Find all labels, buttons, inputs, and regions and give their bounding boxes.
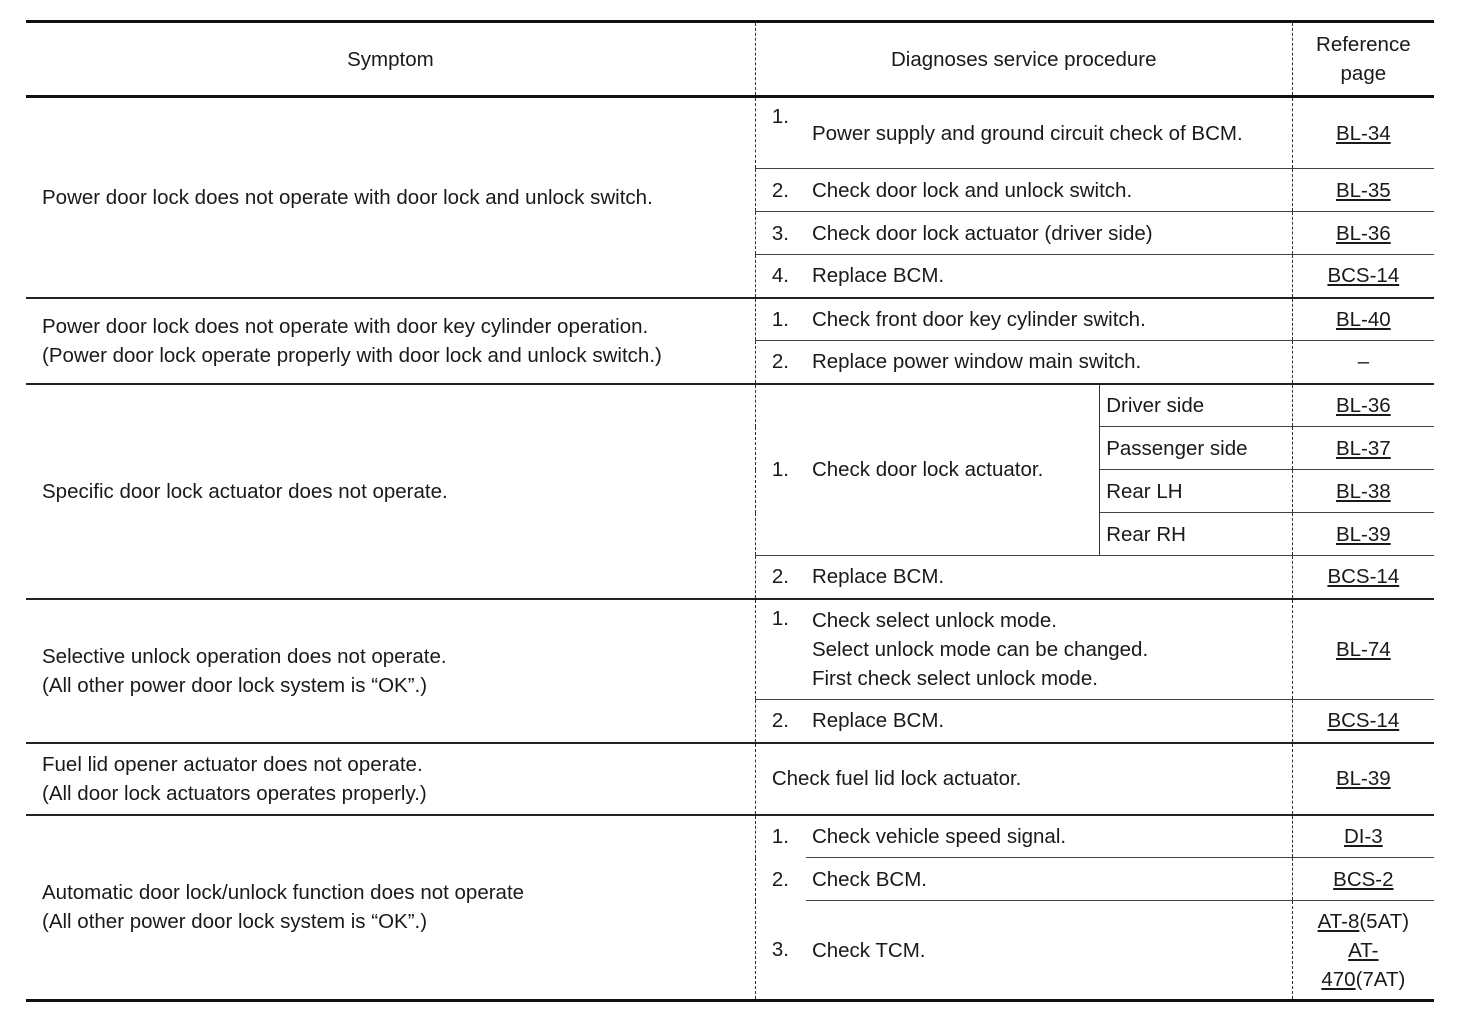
ref-link[interactable] <box>1292 212 1434 255</box>
header-reference: Reference page <box>1292 22 1434 97</box>
step-text: Replace BCM. <box>811 264 945 288</box>
ref-link-text[interactable]: DI-3 <box>1343 824 1383 848</box>
step-text: Check door lock and unlock switch. <box>811 178 1133 202</box>
sub-label: Passenger side <box>1100 427 1292 470</box>
step-text: Check front door key cylinder switch. <box>811 307 1146 331</box>
diagnosis-table <box>26 20 1434 1002</box>
step-number: 2. <box>771 867 789 891</box>
step-number: 3. <box>771 221 789 245</box>
ref-link-text[interactable]: AT-8 <box>1317 909 1360 933</box>
step-text: Check TCM. <box>806 901 1292 1001</box>
ref-link-text[interactable]: BCS-14 <box>1327 264 1400 288</box>
sub-label: Rear RH <box>1100 513 1292 556</box>
step-text: Check door lock actuator. <box>811 458 1044 482</box>
ref-link-text[interactable]: BL-34 <box>1335 121 1391 145</box>
ref-link-text[interactable]: BL-38 <box>1335 479 1391 503</box>
ref-link[interactable] <box>1292 427 1434 470</box>
ref-link[interactable] <box>1292 743 1434 815</box>
ref-link-text[interactable]: BL-35 <box>1335 178 1391 202</box>
step-number: 4. <box>771 264 789 288</box>
table-row <box>26 599 1434 700</box>
step-text: Check select unlock mode. Select unlock mode can be changed. First check select unlock mode. <box>811 608 1149 690</box>
table-row <box>26 743 1434 815</box>
ref-note: (7AT) <box>1355 967 1406 991</box>
step-number: 1. <box>771 458 789 482</box>
ref-link-text[interactable]: BL-39 <box>1335 767 1391 790</box>
ref-link[interactable] <box>1292 556 1434 599</box>
ref-link-text[interactable]: BL-36 <box>1335 221 1391 245</box>
table-row <box>26 815 1434 858</box>
ref-link-text[interactable]: BL-40 <box>1335 307 1391 331</box>
ref-link[interactable] <box>1292 97 1434 169</box>
symptom-cell: Selective unlock operation does not operate. (All other power door lock system is “OK”.) <box>26 599 755 743</box>
table-row <box>26 298 1434 341</box>
ref-none-text: – <box>1357 350 1370 374</box>
procedure-text: Check fuel lid lock actuator. <box>771 767 1022 790</box>
step-text: Replace BCM. <box>811 565 945 589</box>
symptom-cell: Automatic door lock/unlock function does not operate (All other power door lock system is “OK”.) <box>26 815 755 1001</box>
ref-link[interactable] <box>1292 255 1434 298</box>
ref-link-text[interactable]: BL-37 <box>1335 436 1391 460</box>
ref-link-text[interactable]: BCS-2 <box>1333 867 1394 891</box>
ref-link[interactable] <box>1292 815 1434 858</box>
ref-link-text[interactable]: BCS-14 <box>1327 565 1400 589</box>
ref-link-text[interactable]: BL-36 <box>1335 393 1391 417</box>
ref-link[interactable] <box>1292 700 1434 743</box>
ref-multi <box>1292 901 1434 1001</box>
sub-label: Driver side <box>1100 384 1292 427</box>
step-number: 3. <box>771 938 789 962</box>
step-number: 1. <box>771 307 789 331</box>
ref-link[interactable] <box>1292 298 1434 341</box>
header-procedure: Diagnoses service procedure <box>755 22 1292 97</box>
symptom-cell: Power door lock does not operate with door key cylinder operation. (Power door lock operate properly with door lock and unlock switch.) <box>26 298 755 384</box>
ref-link[interactable] <box>1292 858 1434 901</box>
symptom-cell: Power door lock does not operate with door lock and unlock switch. <box>26 97 755 298</box>
ref-link[interactable] <box>1292 513 1434 556</box>
step-number: 2. <box>771 350 789 374</box>
table-row <box>26 97 1434 169</box>
sub-label: Rear LH <box>1100 470 1292 513</box>
header-symptom: Symptom <box>26 22 755 97</box>
header-row <box>26 22 1434 97</box>
ref-link-text[interactable]: AT- <box>1348 938 1379 962</box>
ref-link[interactable] <box>1292 599 1434 700</box>
step-text: Check BCM. <box>806 858 1292 901</box>
step-number: 2. <box>771 565 789 589</box>
symptom-cell: Fuel lid opener actuator does not operate. (All door lock actuators operates properly.) <box>26 743 755 815</box>
symptom-cell: Specific door lock actuator does not operate. <box>26 384 755 599</box>
ref-link[interactable] <box>1292 169 1434 212</box>
ref-note: (5AT) <box>1359 909 1410 933</box>
step-number: 2. <box>771 709 789 733</box>
step-number: 1. <box>771 825 789 848</box>
step-number: 2. <box>771 178 789 202</box>
step-text: Replace BCM. <box>811 709 945 733</box>
ref-link-text[interactable]: BL-39 <box>1335 522 1391 546</box>
step-text: Check vehicle speed signal. <box>811 824 1067 848</box>
ref-link-text[interactable]: BL-74 <box>1335 637 1391 661</box>
ref-link-text[interactable]: 470 <box>1321 967 1356 991</box>
step-text: Check door lock actuator (driver side) <box>811 221 1153 245</box>
step-text: Power supply and ground circuit check of BCM. <box>811 121 1243 145</box>
ref-link[interactable] <box>1292 470 1434 513</box>
ref-none <box>1292 341 1434 384</box>
ref-link[interactable] <box>1292 384 1434 427</box>
step-number: 1. <box>771 606 789 630</box>
step-text: Replace power window main switch. <box>811 350 1142 374</box>
table-row <box>26 384 1434 427</box>
step-number: 1. <box>771 105 789 128</box>
ref-link-text[interactable]: BCS-14 <box>1327 709 1400 733</box>
